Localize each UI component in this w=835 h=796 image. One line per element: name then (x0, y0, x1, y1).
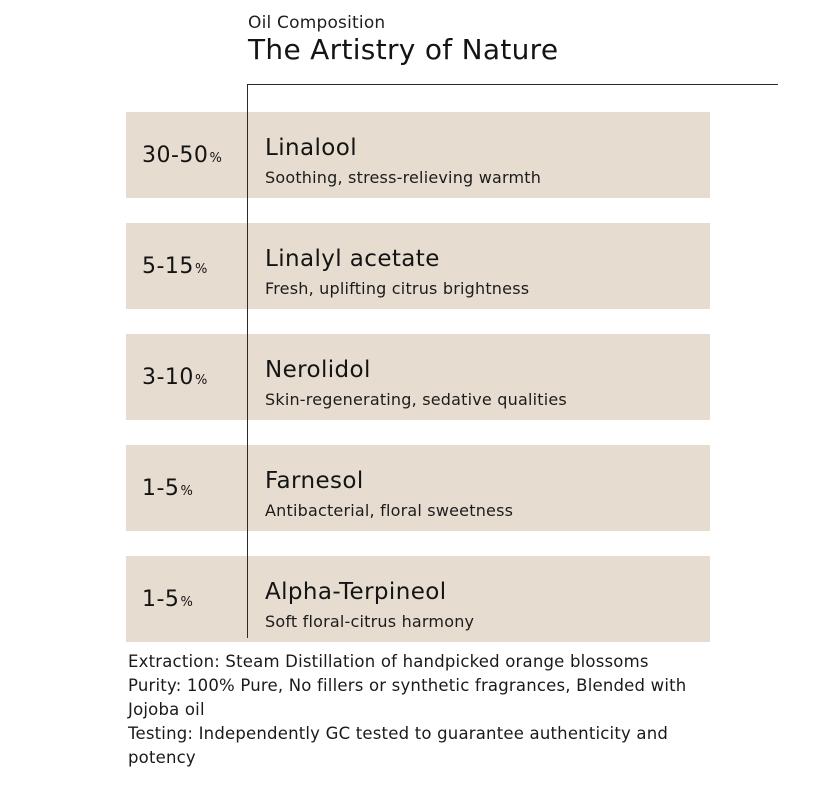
top-divider (247, 84, 778, 85)
range-value: 3-10 (142, 364, 194, 390)
range-value: 1-5 (142, 586, 180, 612)
composition-list (126, 112, 710, 642)
percent-unit: % (180, 483, 194, 499)
compound-description: Fresh, uplifting citrus brightness (265, 279, 530, 298)
percentage-range (142, 445, 193, 531)
percent-unit: % (209, 150, 223, 166)
range-value: 1-5 (142, 475, 180, 501)
compound-name: Linalool (265, 135, 357, 161)
compound-name: Linalyl acetate (265, 246, 440, 272)
compound-name: Farnesol (265, 468, 364, 494)
percentage-range (142, 334, 208, 420)
testing-note: Testing: Independently GC tested to guarantee authenticity and potency (128, 724, 669, 767)
composition-row-nerolidol (126, 334, 710, 420)
production-notes (128, 650, 728, 770)
composition-row-linalool (126, 112, 710, 198)
compound-description: Skin-regenerating, sedative qualities (265, 390, 567, 409)
compound-name: Alpha-Terpineol (265, 579, 447, 605)
compound-description: Soft floral-citrus harmony (265, 612, 475, 631)
page-title: The Artistry of Nature (248, 33, 559, 66)
percent-unit: % (194, 261, 208, 277)
compound-description: Antibacterial, floral sweetness (265, 501, 514, 520)
composition-row-alpha-terpineol (126, 556, 710, 642)
range-value: 5-15 (142, 253, 194, 279)
percentage-range (142, 556, 193, 642)
percent-unit: % (194, 372, 208, 388)
section-eyebrow: Oil Composition (248, 13, 386, 33)
compound-description: Soothing, stress-relieving warmth (265, 168, 542, 187)
percentage-range (142, 223, 208, 309)
composition-row-farnesol (126, 445, 710, 531)
compound-name: Nerolidol (265, 357, 371, 383)
purity-note: Purity: 100% Pure, No fillers or synthetic fragrances, Blended with Jojoba oil (128, 676, 687, 719)
percent-unit: % (180, 594, 194, 610)
percentage-range (142, 112, 222, 198)
vertical-divider (247, 84, 248, 638)
range-value: 30-50 (142, 142, 209, 168)
extraction-note: Extraction: Steam Distillation of handpicked orange blossoms (128, 652, 649, 671)
composition-row-linalyl-acetate (126, 223, 710, 309)
